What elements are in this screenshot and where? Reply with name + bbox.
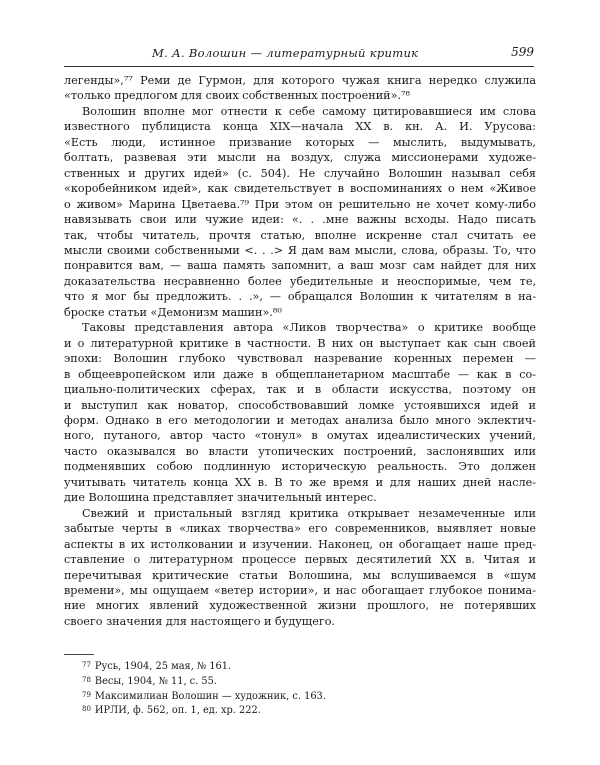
paragraph: [64, 320, 536, 505]
text-line: навязывать свои или чужие идеи: «. . .мне важны всходы. Надо писать: [64, 213, 536, 227]
text-line: перечитывая критические статьи Волошина, мы вслушиваемся в «шум: [64, 568, 536, 582]
footnote: [64, 674, 536, 689]
text-line: циально-политических сферах, так и в области искусства, поэтому он: [64, 383, 536, 397]
text-line: что я мог бы предложить. . .», — обращался Волошин к читателям в на-: [64, 290, 536, 304]
footnote-number: 80: [82, 705, 91, 714]
text-line: мысли своими собственными <. . .> Я дам вам мысли, слова, образы. То, что: [64, 243, 536, 257]
text-line: «только предлогом для своих собственных построений».⁷⁸: [64, 89, 411, 103]
text-line: ственных и других идей» (с. 504). Не случайно Волошин называл себя: [64, 166, 536, 180]
page-number: 599: [511, 45, 534, 59]
footnote-number: 79: [82, 690, 91, 699]
footnote: [64, 703, 536, 718]
text-line: Таковы представления автора «Ликов творчества» о критике вообще: [82, 321, 536, 335]
text-line: подменявших собою подлинную историческую реальность. Это должен: [64, 460, 536, 474]
text-line: ние многих явлений художественной жизни прошлого, не потерявших: [64, 599, 536, 613]
footnote-text: Русь, 1904, 25 мая, № 161.: [94, 661, 232, 672]
main-text: [64, 73, 536, 629]
footnote-text: Максимилиан Волошин — художник, с. 163.: [94, 690, 326, 702]
text-line: доказательства несравненно более убедительные и неоспоримые, чем те,: [64, 274, 536, 288]
text-line: «коробейником идей», как свидетельствует в воспоминаниях о нем «Живое: [64, 182, 536, 196]
text-line: ного, путаного, автор часто «тонул» в омутах идеалистических учений,: [64, 429, 536, 443]
text-line: Свежий и пристальный взгляд критика открывает незамеченные или: [82, 506, 536, 520]
running-title: М. А. Волошин — литературный критик: [152, 46, 419, 60]
text-line: часто оказывался во власти утопических построений, заслонявших или: [64, 444, 536, 458]
text-line: броске статьи «Демонизм машин».⁸⁰: [64, 305, 282, 319]
text-line: Волошин вполне мог отнести к себе самому цитировавшиеся им слова: [82, 104, 536, 118]
footnote: [64, 689, 536, 704]
text-line: эпохи: Волошин глубоко чувствовал назревание коренных перемен —: [64, 352, 536, 366]
footnote-divider: [64, 654, 94, 655]
text-line: дие Волошина представляет значительный интерес.: [64, 491, 377, 505]
text-line: так, чтобы читатель, прочтя статью, вполне искренне стал считать ее: [64, 228, 536, 242]
footnote-number: 78: [82, 675, 91, 684]
footnote-number: 77: [82, 661, 91, 669]
footnote-text: ИРЛИ, ф. 562, оп. 1, ед. хр. 222.: [94, 705, 261, 717]
footnotes: [64, 659, 536, 718]
text-line: о живом» Марина Цветаева.⁷⁹ При этом он решительно не хочет кому-либо: [64, 197, 536, 211]
text-line: своего значения для настоящего и будущего.: [64, 614, 335, 628]
text-line: и выступил как новатор, способствовавший ломке устоявшихся идей и: [64, 398, 536, 412]
paragraph: [64, 506, 536, 630]
text-line: в общеевропейском или даже в общепланетарном масштабе — как в со-: [64, 367, 536, 381]
text-line: «Есть люди, истинное призвание которых — мыслить, выдумывать,: [64, 135, 536, 149]
paragraph: [64, 73, 536, 104]
text-line: легенды»,⁷⁷ Реми де Гурмон, для которого чужая книга нередко служила: [64, 74, 536, 87]
text-line: учитывать читатель конца XX в. В то же время и для наших дней насле-: [64, 475, 536, 489]
text-line: забытые черты в «ликах творчества» его современников, выявляет новые: [64, 522, 536, 536]
text-line: времени», мы ощущаем «ветер истории», и нас обогащает глубокое понима-: [64, 583, 536, 597]
text-line: форм. Однако в его методологии и методах анализа было много эклектич-: [64, 413, 536, 427]
running-header: [64, 44, 534, 67]
text-line: известного публициста конца XIX—начала XX в. кн. А. И. Урусова:: [64, 120, 536, 134]
footnote-text: Весы, 1904, № 11, с. 55.: [94, 675, 217, 687]
text-line: понравится вам, — ваша память запомнит, а ваш мозг сам найдет для них: [64, 259, 536, 273]
text-line: и о литературной критике в частности. В них он выступает как сын своей: [64, 336, 536, 350]
text-line: болтать, развевая эти мысли на воздух, служа миссионерами художе-: [64, 151, 536, 165]
paragraph: [64, 104, 536, 320]
text-line: аспекты в их истолковании и изучении. Наконец, он обогащает наше пред-: [64, 537, 536, 551]
text-line: ставление о литературном процессе первых десятилетий XX в. Читая и: [64, 553, 536, 567]
footnote: [64, 659, 536, 674]
